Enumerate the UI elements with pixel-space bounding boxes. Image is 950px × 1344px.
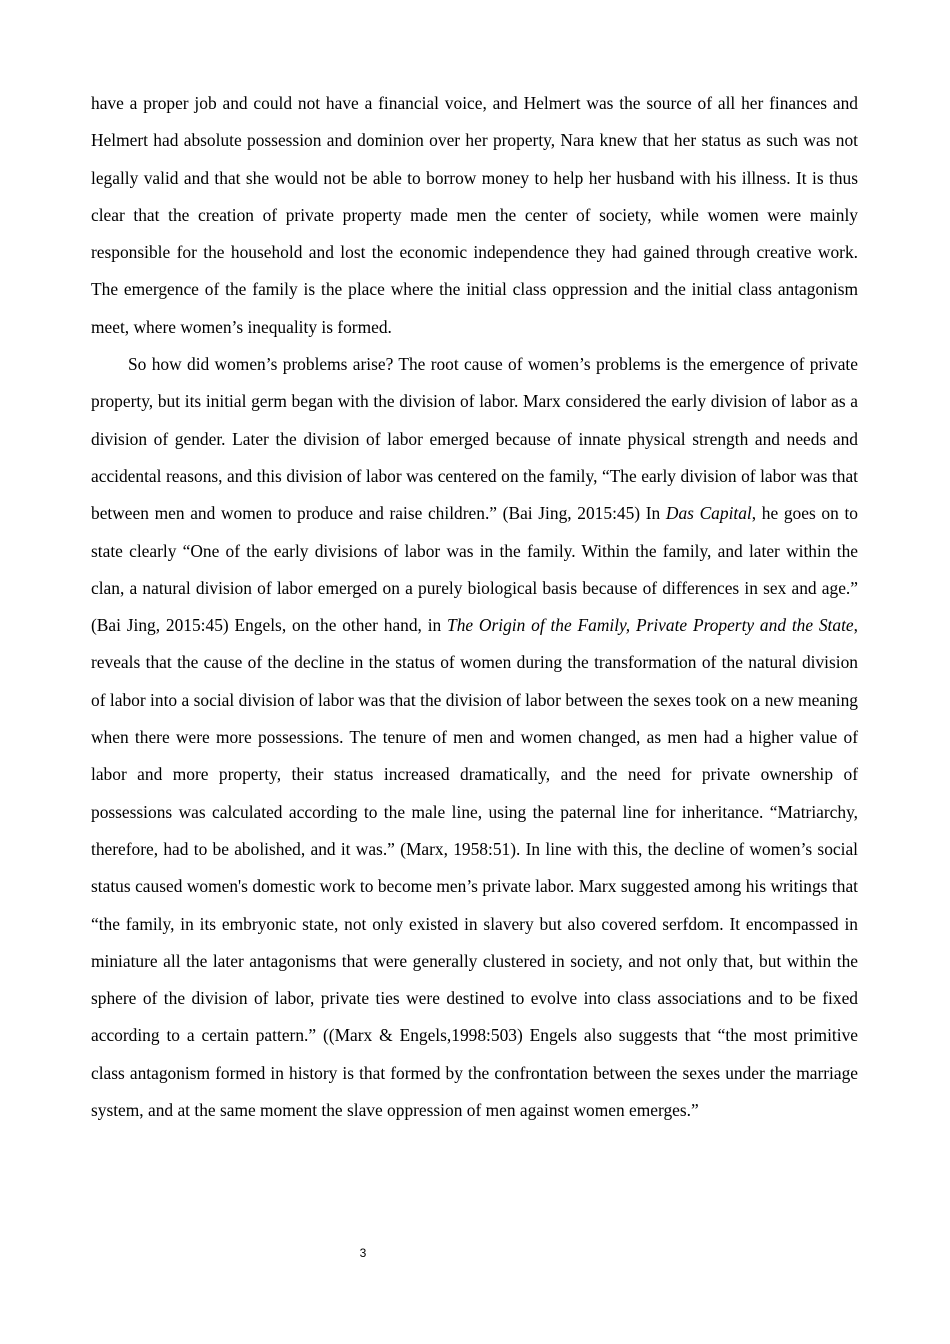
book-title-origin-of-family: The Origin of the Family, Private Property and the State [447,615,854,636]
paragraph-text: have a proper job and could not have a financial voice, and Helmert was the source of all her finances and Helmert had absolute possession and dominion over her property, Nara knew that her status as such was not legally valid and that she would not be able to borrow money to help her husband with his illness. It is thus clear that the creation of private property made men the center of society, while women were mainly responsible for the household and lost the economic independence they had gained through creative work. The emergence of the family is the place where the initial class oppression and the initial class antagonism meet, where women’s inequality is formed. [91,93,858,337]
paragraph-text: , reveals that the cause of the decline in the status of women during the transformation of the natural division of labor into a social division of labor was that the division of labor between the sexes took on a new meaning when there were more possessions. The tenure of men and women changed, as men had a higher value of labor and more property, their status increased dramatically, and the need for private ownership of possessions was calculated according to the male line, using the paternal line for inheritance. “Matriarchy, therefore, had to be abolished, and it was.” (Marx, 1958:51). In line with this, the decline of women’s social status caused women's domestic work to become men’s private labor. Marx suggested among his writings that “the family, in its embryonic state, not only existed in slavery but also covered serfdom. It encompassed in miniature all the later antagonisms that were generally clustered in society, and not only that, but within the sphere of the division of labor, private ties were destined to evolve into class associations and to be fixed according to a certain pattern.” ((Marx & Engels,1998:503) Engels also suggests that “the most primitive class antagonism formed in history is that formed by the confrontation between the sexes under the marriage system, and at the same moment the slave oppression of men against women emerges.” [91,615,858,1121]
paragraph-text: So how did women’s problems arise? The root cause of women’s problems is the emergence of private property, but its initial germ began with the division of labor. Marx considered the early division of labor as a division of gender. Later the division of labor emerged because of innate physical strength and needs and accidental reasons, and this division of labor was centered on the family, “The early division of labor was that between men and women to produce and raise children.” (Bai Jing, 2015:45) In [91,354,858,524]
paragraph-continuation [91,85,858,346]
paragraph-text: , he goes on to state clearly “One of the early divisions of labor was in the family. Within the family, and later within the clan, a natural division of labor emerged on a purely biological basis because of differences in sex and age.” (Bai Jing, 2015:45) Engels, on the other hand, in [91,503,858,636]
body-text [91,85,858,1129]
book-title-das-capital: Das Capital [665,503,752,524]
page-number: 3 [359,1246,367,1260]
paragraph-women-problems [91,346,858,1129]
